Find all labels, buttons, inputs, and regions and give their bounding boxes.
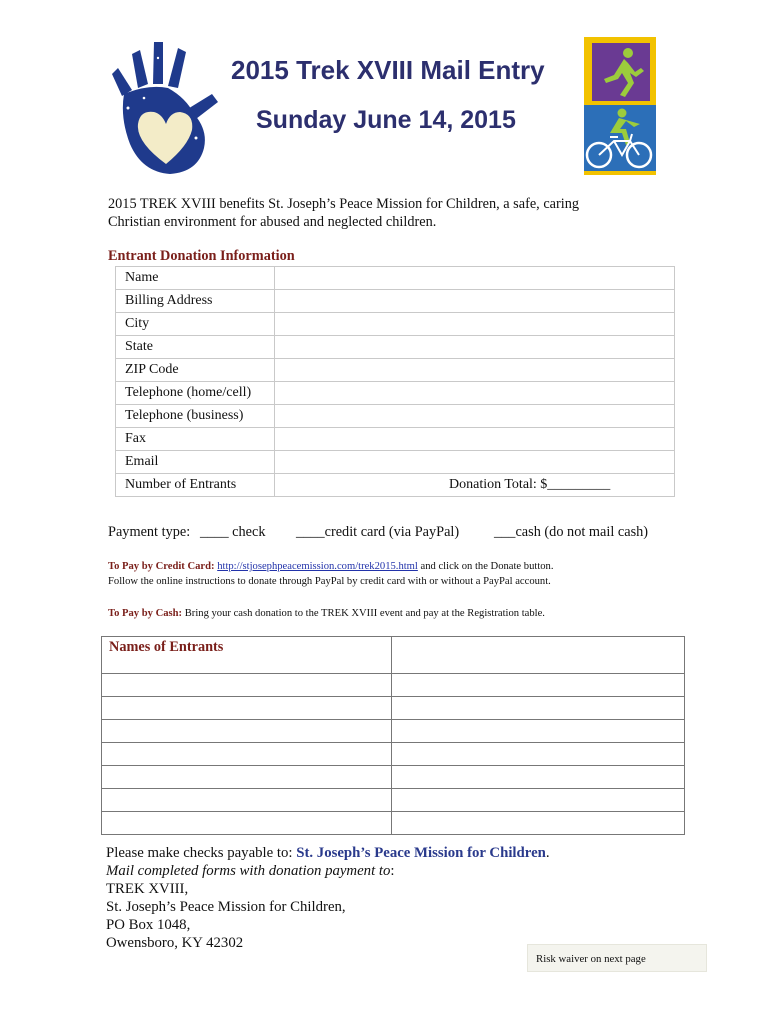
cash-instructions bbox=[108, 606, 688, 621]
address-line-3: PO Box 1048, bbox=[106, 917, 191, 933]
name-cell[interactable] bbox=[392, 789, 685, 812]
intro-line-2: Christian environment for abused and neglected children. bbox=[108, 214, 437, 230]
checks-payable-label: Please make checks payable to: bbox=[106, 845, 293, 861]
mailing-instructions bbox=[106, 844, 550, 952]
address-line-2: St. Joseph’s Peace Mission for Children, bbox=[106, 899, 346, 915]
field-label: Telephone (home/cell) bbox=[116, 382, 275, 405]
address-line-1: TREK XVIII, bbox=[106, 881, 189, 897]
fax-field[interactable] bbox=[275, 428, 675, 451]
cash-text: Bring your cash donation to the TREK XVIII event and pay at the Registration table. bbox=[184, 608, 545, 619]
donation-row bbox=[116, 267, 675, 290]
event-date: Sunday June 14, 2015 bbox=[256, 106, 516, 134]
runner-icon bbox=[592, 43, 650, 101]
form-title: 2015 Trek XVIII Mail Entry bbox=[231, 55, 545, 85]
field-label: Telephone (business) bbox=[116, 405, 275, 428]
name-row bbox=[102, 766, 685, 789]
billing-address-field[interactable] bbox=[275, 290, 675, 313]
sport-icons bbox=[584, 37, 656, 175]
name-row bbox=[102, 674, 685, 697]
names-table bbox=[101, 636, 685, 835]
credit-instructions-line-2: Follow the online instructions to donate through PayPal by credit card with or without a PayPal account. bbox=[108, 576, 551, 587]
field-label: Number of Entrants bbox=[116, 474, 275, 497]
name-cell[interactable] bbox=[102, 766, 392, 789]
donation-heading: Entrant Donation Information bbox=[108, 248, 295, 264]
donation-row bbox=[116, 313, 675, 336]
payee-period: . bbox=[545, 845, 550, 861]
cyclist-icon bbox=[584, 105, 656, 171]
name-cell[interactable] bbox=[102, 720, 392, 743]
field-label: Billing Address bbox=[116, 290, 275, 313]
risk-waiver-note: Risk waiver on next page bbox=[527, 944, 707, 972]
name-row bbox=[102, 789, 685, 812]
name-cell[interactable] bbox=[102, 674, 392, 697]
name-row bbox=[102, 697, 685, 720]
credit-after-link: and click on the Donate button. bbox=[420, 561, 554, 572]
donation-row bbox=[116, 405, 675, 428]
name-cell[interactable] bbox=[392, 637, 685, 674]
name-cell[interactable] bbox=[392, 697, 685, 720]
donation-row bbox=[116, 290, 675, 313]
intro-text bbox=[108, 195, 688, 231]
name-cell[interactable] bbox=[392, 743, 685, 766]
mail-forms-line: Mail completed forms with donation payment to bbox=[106, 863, 391, 879]
intro-line-1: 2015 TREK XVIII benefits St. Joseph’s Peace Mission for Children, a safe, caring bbox=[108, 196, 580, 212]
donation-table bbox=[115, 266, 675, 497]
field-label: State bbox=[116, 336, 275, 359]
donation-row bbox=[116, 382, 675, 405]
email-field[interactable] bbox=[275, 451, 675, 474]
donation-total-label: Donation Total: $_________ bbox=[449, 477, 611, 492]
donation-row bbox=[116, 474, 675, 497]
donation-row bbox=[116, 451, 675, 474]
handprint-heart-logo bbox=[108, 38, 226, 178]
name-cell[interactable] bbox=[392, 720, 685, 743]
payment-credit-option[interactable]: ____credit card (via PayPal) bbox=[296, 524, 460, 540]
name-cell[interactable] bbox=[392, 812, 685, 835]
telephone-home-field[interactable] bbox=[275, 382, 675, 405]
payment-cash-option[interactable]: ___cash (do not mail cash) bbox=[494, 524, 649, 540]
field-label: Name bbox=[116, 267, 275, 290]
name-row bbox=[102, 720, 685, 743]
trek-donate-link[interactable]: http://stjosephpeacemission.com/trek2015.html bbox=[217, 561, 418, 572]
cash-heading: To Pay by Cash: bbox=[108, 608, 183, 619]
zip-field[interactable] bbox=[275, 359, 675, 382]
names-header-row bbox=[102, 637, 685, 674]
name-field[interactable] bbox=[275, 267, 675, 290]
number-of-entrants-field[interactable] bbox=[275, 474, 675, 497]
names-heading: Names of Entrants bbox=[102, 637, 392, 674]
name-cell[interactable] bbox=[102, 743, 392, 766]
name-cell[interactable] bbox=[102, 812, 392, 835]
credit-card-heading: To Pay by Credit Card: bbox=[108, 561, 215, 572]
telephone-business-field[interactable] bbox=[275, 405, 675, 428]
field-label: City bbox=[116, 313, 275, 336]
field-label: Fax bbox=[116, 428, 275, 451]
name-row bbox=[102, 743, 685, 766]
credit-card-instructions bbox=[108, 559, 688, 589]
name-row bbox=[102, 812, 685, 835]
payment-check-option[interactable]: ____ check bbox=[200, 524, 266, 540]
field-label: Email bbox=[116, 451, 275, 474]
name-cell[interactable] bbox=[102, 697, 392, 720]
donation-row bbox=[116, 359, 675, 382]
city-field[interactable] bbox=[275, 313, 675, 336]
name-cell[interactable] bbox=[392, 766, 685, 789]
payee-name: St. Joseph’s Peace Mission for Children bbox=[296, 845, 546, 861]
field-label: ZIP Code bbox=[116, 359, 275, 382]
name-cell[interactable] bbox=[392, 674, 685, 697]
donation-row bbox=[116, 428, 675, 451]
mail-colon: : bbox=[390, 863, 395, 879]
donation-row bbox=[116, 336, 675, 359]
state-field[interactable] bbox=[275, 336, 675, 359]
address-line-4: Owensboro, KY 42302 bbox=[106, 935, 244, 951]
name-cell[interactable] bbox=[102, 789, 392, 812]
payment-type-label: Payment type: bbox=[108, 524, 191, 540]
